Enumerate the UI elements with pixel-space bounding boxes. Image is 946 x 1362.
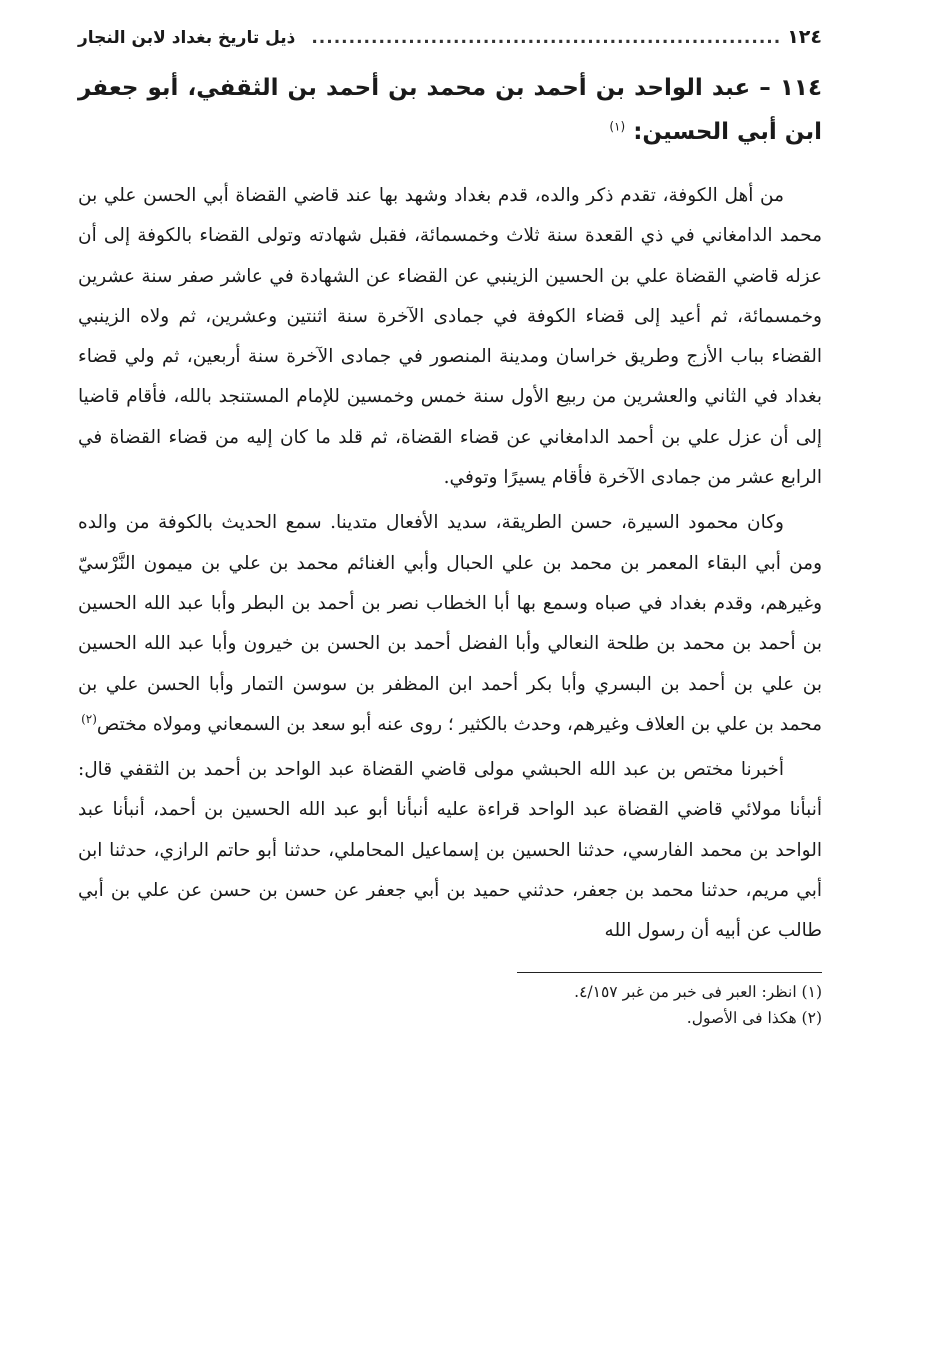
- book-title: ذيل تاريخ بغداد لابن النجار: [78, 28, 296, 48]
- running-header: [78, 22, 822, 52]
- footnote-ref-2: (٢): [81, 711, 97, 726]
- book-page: [78, 22, 822, 1031]
- header-leader-dots: ...............................................................: [311, 28, 782, 48]
- paragraph-hadith-chain: أخبرنا مختص بن عبد الله الحبشي مولى قاضي القضاة عبد الواحد بن أحمد بن الثقفي قال: أنبأنا مولائي قاضي القضاة عبد الواحد قراءة عليه أنبأنا أبو عبد الله الحسين بن أحمد، أنبأنا عبد الواحد بن محمد الفارسي، حدثنا الحسين بن إسماعيل المحاملي، حدثنا أبو حاتم الرازي، حدثنا ابن أبي مريم، حدثنا محمد بن جعفر، حدثني حميد بن أبي جعفر عن حسن بن حسن عن علي بن أبي طالب عن أبيه أن رسول الله: [78, 759, 822, 942]
- paragraph-teachers-text: وكان محمود السيرة، حسن الطريقة، سديد الأفعال متدينا. سمع الحديث بالكوفة من والده ومن أبي البقاء المعمر بن محمد بن علي الحبال وأبي الغنائم محمد بن علي بن ميمون النَّرْسيّ وغيرهم، وقدم بغداد في صباه وسمع بها أبا الخطاب نصر بن أحمد بن البطر وأبا عبد الله الحسين بن أحمد بن محمد بن طلحة النعالي وأبا الفضل أحمد بن الحسن بن خيرون وأبا عبد الله الحسين بن علي بن أحمد بن البسري وأبا بكر أحمد ابن المظفر بن سوسن التمار وأبا الحسن علي بن محمد بن علي بن العلاف وغيرهم، وحدث بالكثير ؛ روى عنه أبو سعد بن السمعاني ومولاه مختص: [78, 512, 822, 735]
- footnote-divider: [517, 972, 822, 973]
- paragraph-teachers: [78, 503, 822, 745]
- page-number: ١٢٤: [787, 26, 822, 48]
- footnote-1: (١) انظر: العبر فى خبر من غبر ٤/١٥٧.: [574, 982, 822, 1001]
- paragraph-biography: من أهل الكوفة، تقدم ذكر والده، قدم بغداد وشهد بها عند قاضي القضاة أبي الحسن علي بن محمد الدامغاني في ذي القعدة سنة ثلاث وخمسمائة، فقبل شهادته وتولى القضاء بالكوفة إلى أن عزله قاضي القضاة علي بن الحسين الزينبي عن القضاء عن الشهادة في عاشر صفر سنة عشرين وخمسمائة، ثم أعيد إلى قضاء الكوفة في جمادى الآخرة سنة اثنتين وعشرين، ثم ولاه الزينبي القضاء بباب الأزج وطريق خراسان ومدينة المنصور في جمادى الآخرة سنة أربعين، ثم ولي قضاء بغداد في الثاني والعشرين من ربيع الأول سنة خمس وخمسين للإمام المستنجد بالله، فأقام قاضيا إلى أن عزل علي بن أحمد الدامغاني عن قضاء القضاة، ثم قلد ما كان إليه من قضاء القضاة في الرابع عشر من جمادى الآخرة فأقام يسيرًا وتوفي.: [78, 185, 822, 489]
- footnote-2: (٢) هكذا فى الأصول.: [686, 1008, 822, 1027]
- entry-heading-text: ١١٤ – عبد الواحد بن أحمد بن محمد بن أحمد بن الثقفي، أبو جعفر ابن أبي الحسين:: [78, 75, 822, 145]
- entry-heading: [78, 66, 822, 154]
- footnotes: [78, 972, 822, 1031]
- entry-body: [78, 176, 822, 952]
- footnote-ref-1: (١): [609, 119, 626, 134]
